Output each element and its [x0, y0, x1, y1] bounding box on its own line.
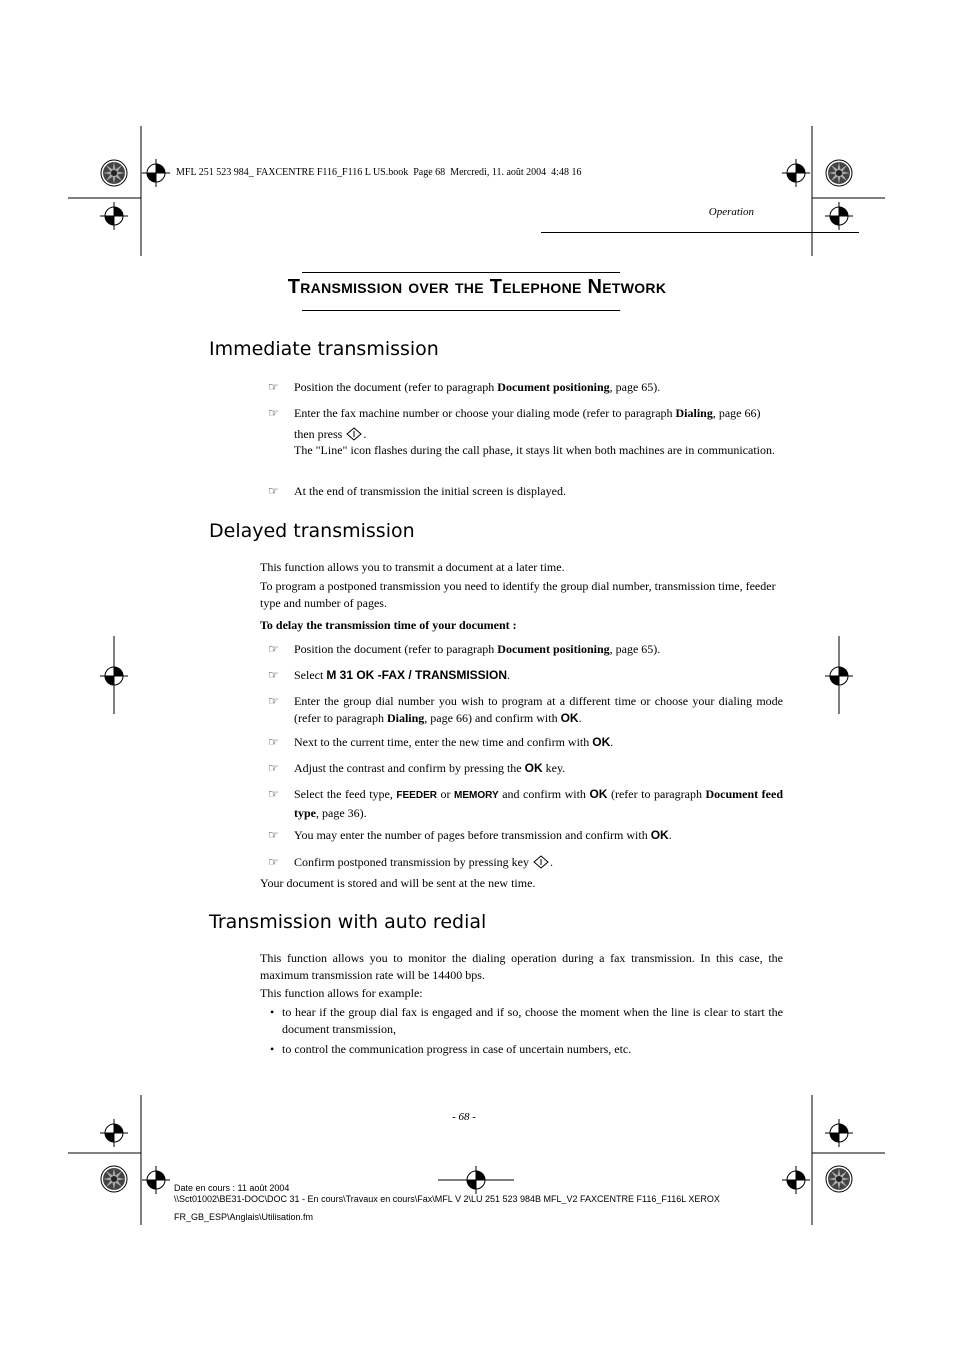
paragraph: This function allows you to monitor the dialing operation during a fax transmission. In this case, the maximum transmission rate will be 14400 bps.	[260, 951, 783, 982]
list-item: ☞ Position the document (refer to paragraph Document positioning, page 65).	[268, 642, 661, 656]
list-item: • to control the communication progress in case of uncertain numbers, etc.	[270, 1042, 632, 1056]
footer-path-2: FR_GB_ESP\Anglais\Utilisation.fm	[174, 1212, 314, 1222]
list-item: ☞ Select M 31 OK -FAX / TRANSMISSION.	[268, 668, 511, 682]
list-item: ☞ Enter the fax machine number or choose your dialing mode (refer to paragraph Dialing, page 66) then press . The "Line" icon flashes during the call phase, it stays lit when both machines are in communication.	[268, 406, 776, 457]
title-rule-bottom	[302, 310, 620, 311]
pointing-hand-icon: ☞	[268, 642, 279, 656]
list-item: ☞ Enter the group dial number you wish to program at a different time or choose your dialing mode (refer to paragraph Dialing, page 66) and confirm with OK.	[268, 694, 783, 725]
paragraph: To program a postponed transmission you need to identify the group dial number, transmission time, feeder type and number of pages.	[260, 579, 776, 610]
list-item: ☞ At the end of transmission the initial screen is displayed.	[268, 484, 566, 498]
list-item: • to hear if the group dial fax is engaged and if so, choose the moment when the line is clear to start the document transmission,	[270, 1005, 783, 1036]
pointing-hand-icon: ☞	[268, 761, 279, 775]
pointing-hand-icon: ☞	[268, 484, 279, 498]
header-rule	[541, 232, 859, 233]
paragraph: This function allows you to transmit a document at a later time.	[260, 560, 565, 574]
bullet-dot: •	[270, 1042, 275, 1056]
section-heading-delayed: Delayed transmission	[209, 520, 415, 542]
book-info: MFL 251 523 984_ FAXCENTRE F116_F116 L US.book Page 68 Mercredi, 11. août 2004 4:48 16	[176, 167, 582, 178]
paragraph: Your document is stored and will be sent at the new time.	[260, 876, 536, 890]
list-item: ☞ Confirm postponed transmission by pressing key .	[268, 855, 553, 869]
section-heading-redial: Transmission with auto redial	[209, 911, 487, 933]
pointing-hand-icon: ☞	[268, 406, 279, 420]
page-title: Transmission over the Telephone Network	[287, 276, 667, 298]
list-item: ☞ Position the document (refer to paragraph Document positioning, page 65).	[268, 380, 661, 394]
section-heading-immediate: Immediate transmission	[209, 338, 439, 360]
pointing-hand-icon: ☞	[268, 735, 279, 749]
list-item: ☞ Adjust the contrast and confirm by pressing the OK key.	[268, 761, 566, 775]
pointing-hand-icon: ☞	[268, 668, 279, 682]
pointing-hand-icon: ☞	[268, 855, 279, 869]
pointing-hand-icon: ☞	[268, 787, 279, 801]
footer-date: Date en cours : 11 août 2004	[174, 1183, 290, 1193]
running-head: Operation	[708, 206, 754, 218]
start-key-icon	[532, 855, 550, 869]
page-number: - 68 -	[452, 1111, 476, 1123]
start-key-icon	[345, 427, 363, 441]
paragraph: This function allows for example:	[260, 986, 423, 1000]
bullet-dot: •	[270, 1005, 275, 1019]
title-rule-top	[302, 272, 620, 273]
list-item: ☞ Select the feed type, FEEDER or MEMORY and confirm with OK (refer to paragraph Document feed type, page 36).	[268, 787, 784, 820]
pointing-hand-icon: ☞	[268, 828, 279, 842]
pointing-hand-icon: ☞	[268, 694, 279, 708]
subheading: To delay the transmission time of your document :	[260, 618, 517, 632]
footer-path: \\Sct01002\BE31-DOC\DOC 31 - En cours\Travaux en cours\Fax\MFL V 2\LU 251 523 984B MFL_V2 FAXCENTRE F116_F116L XEROX	[174, 1194, 720, 1204]
list-item: ☞ You may enter the number of pages before transmission and confirm with OK.	[268, 828, 672, 842]
pointing-hand-icon: ☞	[268, 380, 279, 394]
list-item: ☞ Next to the current time, enter the new time and confirm with OK.	[268, 735, 614, 749]
